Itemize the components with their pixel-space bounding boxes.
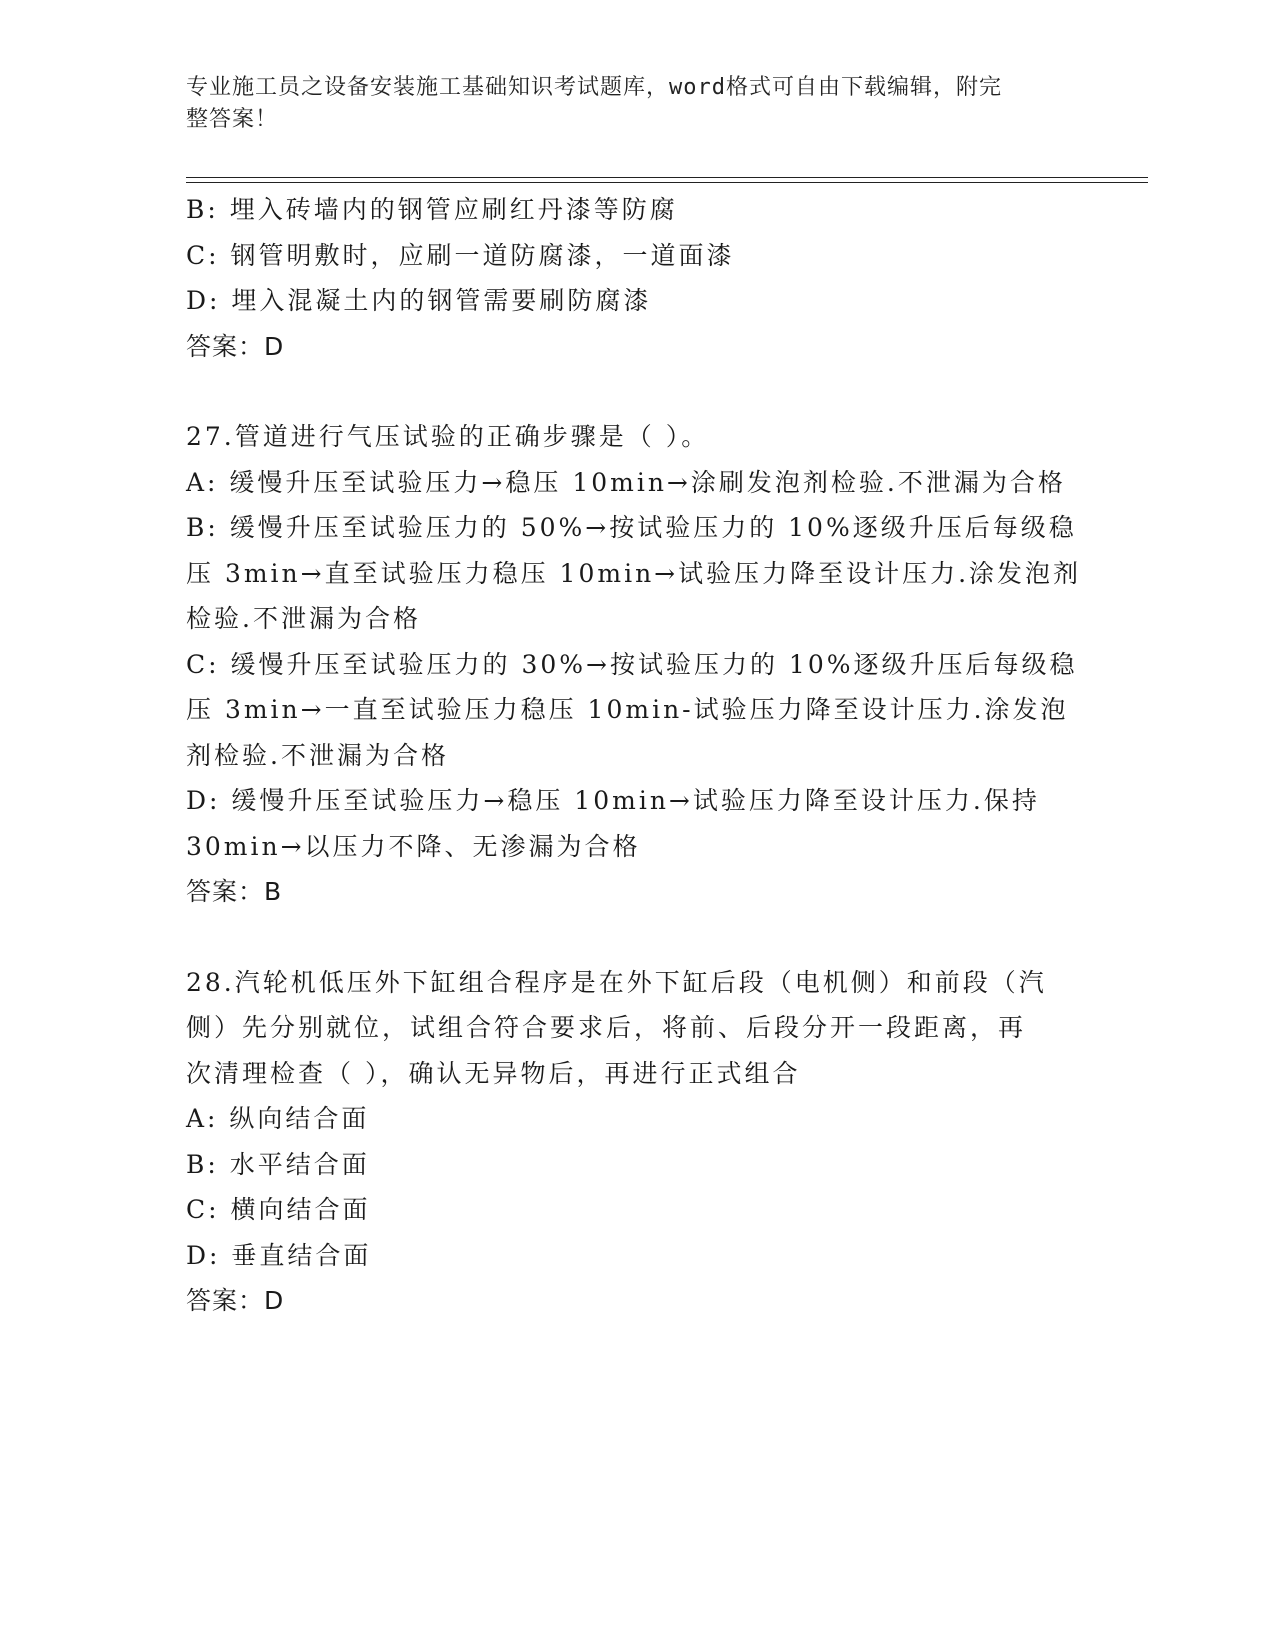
q27-option-b-line-2: 压 3min→直至试验压力稳压 10min→试验压力降至设计压力.涂发泡剂 — [186, 558, 1082, 588]
document-header — [186, 72, 1066, 136]
q27-option-c-line-1: C: 缓慢升压至试验压力的 30%→按试验压力的 10%逐级升压后每级稳 — [186, 649, 1078, 679]
header-divider-bottom — [186, 182, 1148, 183]
question-28-block — [186, 960, 1086, 1324]
q28-option-b: B: 水平结合面 — [186, 1149, 370, 1179]
header-line-2: 整答案！ — [186, 107, 279, 132]
q27-option-d-line-1: D: 缓慢升压至试验压力→稳压 10min→试验压力降至设计压力.保持 — [186, 786, 1040, 815]
q28-option-d: D: 垂直结合面 — [186, 1240, 372, 1270]
question-27-block — [186, 414, 1086, 915]
q27-option-b-line-3: 检验.不泄漏为合格 — [186, 604, 421, 633]
q28-answer: 答案：D — [186, 1286, 285, 1315]
q28-stem-line-3: 次清理检查（ ），确认无异物后，再进行正式组合 — [186, 1058, 801, 1088]
q27-stem: 27.管道进行气压试验的正确步骤是（ ）。 — [186, 422, 710, 451]
q28-option-a: A: 纵向结合面 — [186, 1104, 370, 1133]
spacer — [186, 915, 1086, 960]
q27-option-a: A: 缓慢升压至试验压力→稳压 10min→涂刷发泡剂检验.不泄漏为合格 — [186, 467, 1066, 497]
spacer — [186, 369, 1086, 414]
q26-answer: 答案：D — [186, 331, 285, 361]
question-26-block — [186, 187, 1086, 369]
q26-option-b: B: 埋入砖墙内的钢管应刷红丹漆等防腐 — [186, 195, 678, 224]
q27-answer: 答案：B — [186, 877, 283, 906]
q28-option-c: C: 横向结合面 — [186, 1195, 371, 1224]
header-divider-top — [186, 177, 1148, 178]
q28-stem-line-1: 28.汽轮机低压外下缸组合程序是在外下缸后段（电机侧）和前段（汽 — [186, 967, 1047, 997]
document-body — [186, 187, 1086, 1324]
q27-option-d-line-2: 30min→以压力不降、无渗漏为合格 — [186, 831, 641, 861]
q27-option-c-line-3: 剂检验.不泄漏为合格 — [186, 740, 449, 770]
q26-option-d: D: 埋入混凝土内的钢管需要刷防腐漆 — [186, 286, 652, 315]
q27-option-b-line-1: B: 缓慢升压至试验压力的 50%→按试验压力的 10%逐级升压后每级稳 — [186, 513, 1077, 542]
header-line-1: 专业施工员之设备安装施工基础知识考试题库，word格式可自由下载编辑，附完 — [186, 75, 1002, 100]
q26-option-c: C: 钢管明敷时，应刷一道防腐漆，一道面漆 — [186, 240, 735, 270]
q27-option-c-line-2: 压 3min→一直至试验压力稳压 10min-试验压力降至设计压力.涂发泡 — [186, 695, 1069, 724]
q28-stem-line-2: 侧）先分别就位，试组合符合要求后，将前、后段分开一段距离，再 — [186, 1013, 1027, 1042]
